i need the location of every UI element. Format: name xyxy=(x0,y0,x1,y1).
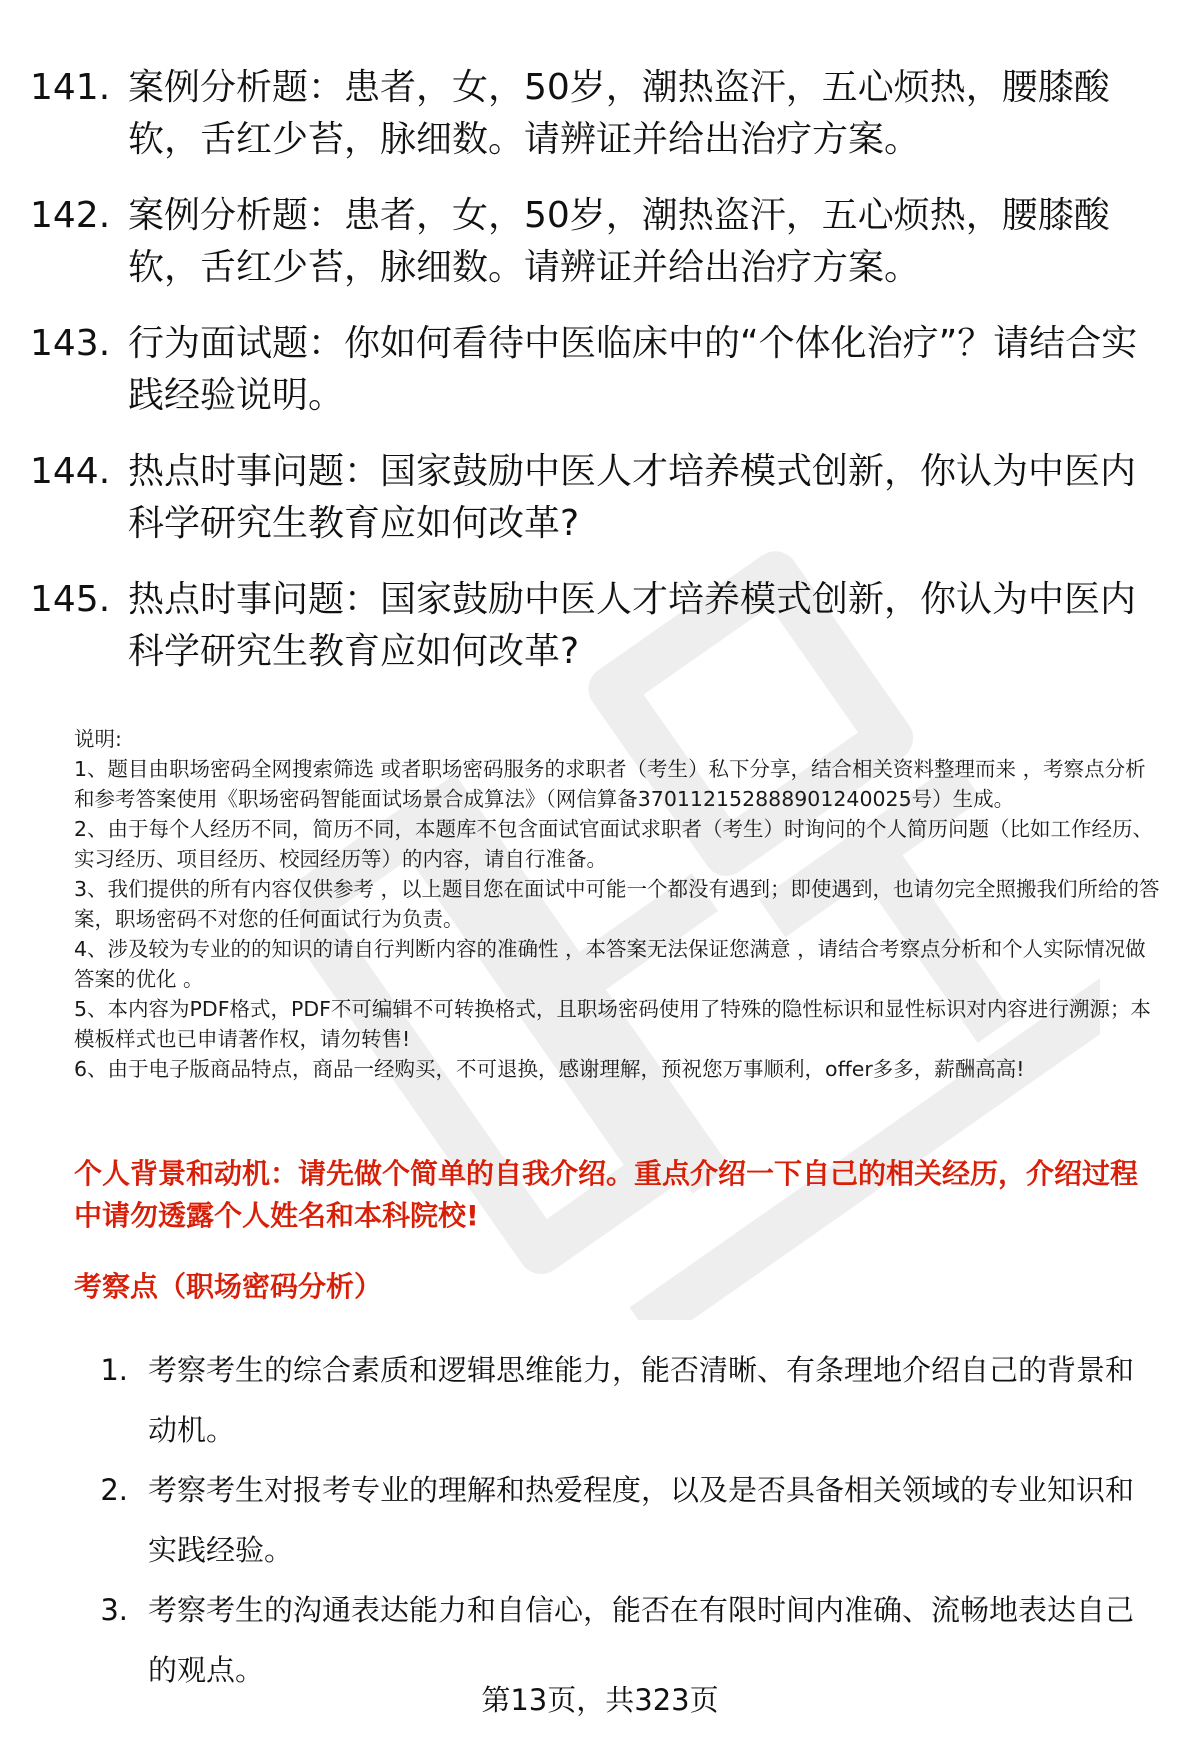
question-number: 144. xyxy=(30,451,111,492)
notes-title: 说明: xyxy=(74,727,122,751)
question-text: 行为面试题：你如何看待中医临床中的“个体化治疗”？请结合实践经验说明。 xyxy=(128,323,1138,416)
intro-question-heading: 个人背景和动机：请先做个简单的自我介绍。重点介绍一下自己的相关经历，介绍过程中请勿透露个人姓名和本科院校! xyxy=(74,1157,1139,1232)
question-list xyxy=(30,62,1160,702)
note-item: 4、涉及较为专业的的知识的请自行判断内容的准确性 ，本答案无法保证您满意 ，请结合考察点分析和个人实际情况做答案的优化 。 xyxy=(74,937,1146,991)
analysis-point xyxy=(80,1460,1150,1580)
point-number: 1. xyxy=(100,1353,128,1387)
point-text: 考察考生的综合素质和逻辑思维能力，能否清晰、有条理地介绍自己的背景和动机。 xyxy=(148,1353,1135,1447)
question-number: 141. xyxy=(30,67,111,108)
page-footer: 第13页，共323页 xyxy=(481,1683,719,1717)
point-text: 考察考生的沟通表达能力和自信心，能否在有限时间内准确、流畅地表达自己的观点。 xyxy=(148,1593,1135,1687)
note-item: 6、由于电子版商品特点，商品一经购买，不可退换，感谢理解，预祝您万事顺利，offer多多，薪酬高高! xyxy=(74,1057,1025,1081)
question-item xyxy=(30,446,1160,550)
analysis-point xyxy=(80,1340,1150,1460)
question-number: 142. xyxy=(30,195,111,236)
point-number: 3. xyxy=(100,1593,128,1627)
point-text: 考察考生对报考专业的理解和热爱程度，以及是否具备相关领域的专业知识和实践经验。 xyxy=(148,1473,1135,1567)
analysis-points xyxy=(80,1340,1150,1700)
question-text: 热点时事问题：国家鼓励中医人才培养模式创新，你认为中医内科学研究生教育应如何改革? xyxy=(128,579,1137,672)
analysis-heading: 考察点（职场密码分析） xyxy=(74,1270,383,1303)
note-item: 3、我们提供的所有内容仅供参考 ，以上题目您在面试中可能一个都没有遇到；即使遇到，也请勿完全照搬我们所给的答案，职场密码不对您的任何面试行为负责。 xyxy=(74,877,1160,931)
question-number: 145. xyxy=(30,579,111,620)
question-text: 热点时事问题：国家鼓励中医人才培养模式创新，你认为中医内科学研究生教育应如何改革? xyxy=(128,451,1137,544)
question-text: 案例分析题：患者，女，50岁，潮热盗汗，五心烦热，腰膝酸软，舌红少苔，脉细数。请辨证并给出治疗方案。 xyxy=(128,67,1110,160)
note-item: 5、本内容为PDF格式，PDF不可编辑不可转换格式，且职场密码使用了特殊的隐性标识和显性标识对内容进行溯源；本模板样式也已申请著作权，请勿转售! xyxy=(74,997,1151,1051)
point-number: 2. xyxy=(100,1473,128,1507)
question-item xyxy=(30,62,1160,166)
question-text: 案例分析题：患者，女，50岁，潮热盗汗，五心烦热，腰膝酸软，舌红少苔，脉细数。请辨证并给出治疗方案。 xyxy=(128,195,1110,288)
question-item xyxy=(30,190,1160,294)
note-item: 1、题目由职场密码全网搜索筛选 或者职场密码服务的求职者（考生）私下分享，结合相关资料整理而来 ，考察点分析和参考答案使用《职场密码智能面试场景合成算法》（网信算备370112152888901240025号）生成。 xyxy=(74,757,1146,811)
question-item xyxy=(30,574,1160,678)
question-item xyxy=(30,318,1160,422)
note-item: 2、由于每个人经历不同，简历不同，本题库不包含面试官面试求职者（考生）时询问的个人简历问题（比如工作经历、实习经历、项目经历、校园经历等）的内容，请自行准备。 xyxy=(74,817,1154,871)
question-number: 143. xyxy=(30,323,111,364)
notes-section xyxy=(74,724,1164,1084)
